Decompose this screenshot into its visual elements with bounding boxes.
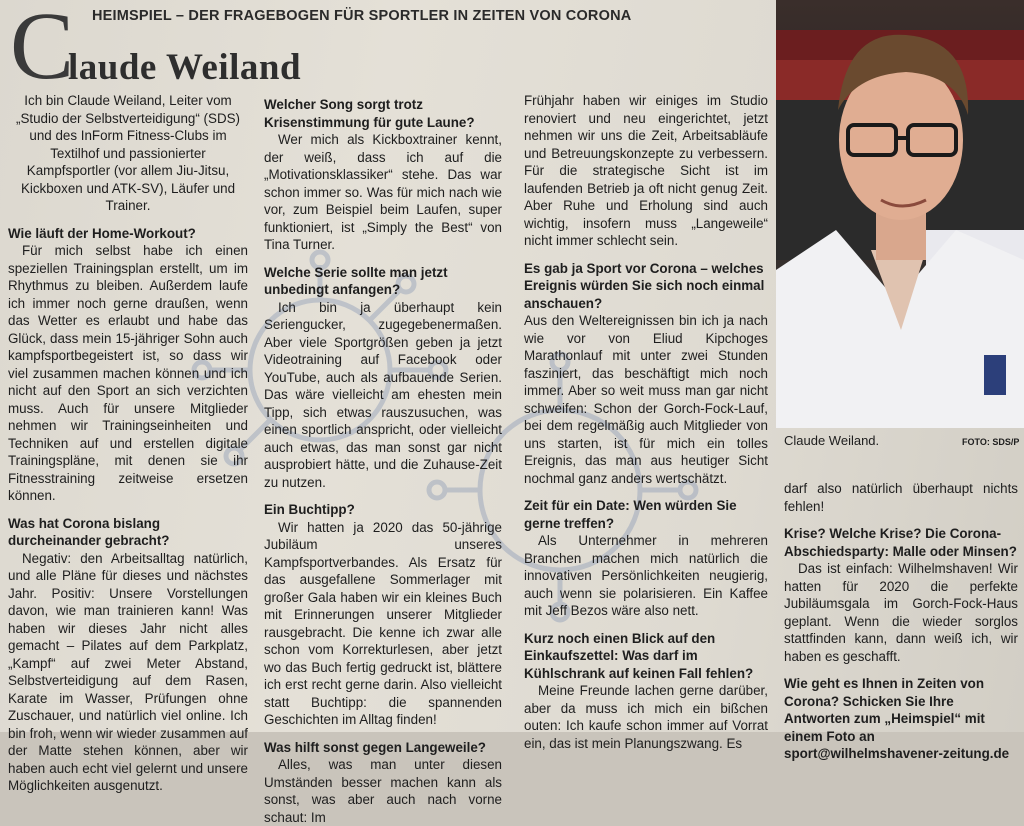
question-heading: Wie geht es Ihnen in Zeiten von Corona? Schicken Sie Ihre Antworten zum „Heimspiel“ mit einem Foto an sport@wilhelmshavener-zeitung.de	[784, 676, 1010, 761]
answer-paragraph: Aus den Weltereignissen bin ich ja nach wie vor von Eliud Kipchoges Marathonlauf mit unter zwei Stunden fasziniert, das beschäftigt mich noch immer. Aber so weit muss man gar nicht schweifen: Schon der Gorch-Fock-Lauf, bei dem regelmäßig auch Mitglieder von uns starten, ist für mich ein tolles Ereignis, das man aus heutiger Sicht nochmal ganz anders wertschätzt.	[524, 313, 768, 486]
question-heading: Wie läuft der Home-Workout?	[8, 225, 196, 241]
photo-caption: Claude Weiland.	[784, 433, 880, 448]
portrait-photo	[776, 0, 1024, 428]
headline: laude Weiland	[68, 47, 302, 88]
answer-paragraph: Das ist einfach: Wilhelmshaven! Wir hatten für 2020 die perfekte Jubiläumsgala im Gorch-Fock-Haus geplant. Wenn die wieder sorglos stattfinden kann, dann weiß ich, wir haben es geschafft.	[784, 561, 1018, 664]
answer-paragraph: darf also natürlich überhaupt nichts fehlen!	[784, 481, 1018, 514]
answer-paragraph: Ich bin Claude Weiland, Leiter vom „Studio der Selbstverteidigung“ (SDS) und des InForm Fitness-Clubs im Textilhof und passionierter Kampfsportler (vor allem Jiu-Jitsu, Kickboxen und ATK-SV), Läufer und Trainer.	[15, 93, 241, 213]
column-1	[8, 92, 248, 795]
answer-paragraph: Ich bin ja überhaupt kein Seriengucker, zugegebenermaßen. Aber viele Sportgrößen geben ja jetzt Videotraining auf Facebook oder YouTube, auch als aufbauende Serien. Das wäre vielleicht am ehesten mein Tipp, sich etwas rauszusuchen, was einen sportlich anspricht, oder vielleicht auch etwas, das man sonst gar nicht ausprobiert hätte, und die Zuhause-Zeit zu nutzen.	[264, 299, 502, 490]
question-heading: Welcher Song sorgt trotz Krisenstimmung für gute Laune?	[264, 97, 475, 130]
question-heading: Kurz noch einen Blick auf den Einkaufszettel: Was darf im Kühlschrank auf keinen Fall fehlen?	[524, 630, 754, 681]
answer-paragraph: Alles, was man unter diesen Umständen besser machen kann als sonst, was aber auch nach vorne schaut: Im	[264, 757, 502, 825]
column-2	[264, 96, 502, 826]
column-3	[524, 92, 768, 752]
drop-cap: C	[10, 0, 75, 99]
kicker-line: HEIMSPIEL – DER FRAGEBOGEN FÜR SPORTLER IN ZEITEN VON CORONA	[92, 8, 632, 24]
answer-paragraph: Meine Freunde lachen gerne darüber, aber da muss ich mich ein bißchen outen: Ich kaufe schon immer auf Vorrat ein, das ist mein Planungszwang. Es	[524, 683, 768, 751]
question-heading: Zeit für ein Date: Wen würden Sie gerne treffen?	[524, 498, 737, 531]
column-4	[784, 480, 1018, 763]
answer-paragraph: Frühjahr haben wir einiges im Studio renoviert und neu eingerichtet, jetzt nehmen wir uns die Zeit, Arbeitsabläufe und Betreuungskonzepte zu verbessern. Für die strategische Sicht ist im laufenden Betrieb ja oft nicht genug Zeit. Aber Ruhe und Erholung sind auch wichtig, insofern muss „Langeweile“ nicht immer schlecht sein.	[524, 93, 768, 248]
question-heading: Was hat Corona bislang durcheinander gebracht?	[8, 515, 170, 548]
answer-paragraph: Negativ: den Arbeitsalltag natürlich, und alle Pläne für dieses und nächstes Jahr. Positiv: Unsere Vorstellungen davon, wie man trainieren kann! Was haben wir dieses Jahr nicht alles gemacht – Pilates auf dem Parkplatz, „Kampf“ auf zwei Meter Abstand, Selbstverteidigung auf dem Rasen, Karate im Wasser, Prüfungen ohne Zuschauer, und natürlich viel online. Ich bin froh, wenn wir wieder zusammen auf der Matte stehen können, aber wir haben auch echt viel gelernt und unsere Möglichkeiten ausgenutzt.	[8, 550, 248, 793]
answer-paragraph: Wir hatten ja 2020 das 50-jährige Jubiläum unseres Kampfsportverbandes. Als Ersatz für das ausgefallene Sommerlager mit großer Gala haben wir ein kleines Buch mit Erinnerungen unserer Mitglieder rausgebracht. Die kenne ich zwar alle schon vom Korrekturlesen, aber jetzt wo das Buch fertig gedruckt ist, blättere ich erst recht gerne darin. Also vielleicht statt Buchtipp: die spannenden Geschichten im Alltag finden!	[264, 519, 502, 727]
answer-paragraph: Als Unternehmer in mehreren Branchen machen mich natürlich die innovativen Persönlichkeiten neugierig, auch wenn sie polarisieren. Ein Kaffee mit Jeff Bezos wäre also nett.	[524, 533, 768, 618]
answer-paragraph: Für mich selbst habe ich einen speziellen Trainingsplan erstellt, um im Rhythmus zu bleiben. Außerdem laufe ich immer noch gerne draußen, wenn das Wetter es erlaubt und habe das Glück, dass mein 15-jähriger Sohn auch kampfsportbegeistert ist, so dass wir viel zusammen machen können und ich nicht auf den Sport an sich verzichten muss. Auch für unsere Mitglieder nehmen wir Trainingseinheiten und Techniken auf und erstellen digitale Trainingspläne, mit denen sie ihr Fitnesstraining zeitweise ersetzen können.	[8, 243, 248, 503]
photo-credit: FOTO: SDS/P	[962, 437, 1020, 447]
question-heading: Was hilft sonst gegen Langeweile?	[264, 739, 486, 755]
question-heading: Welche Serie sollte man jetzt unbedingt anfangen?	[264, 264, 448, 297]
question-heading: Es gab ja Sport vor Corona – welches Ereignis würden Sie sich noch einmal anschauen?	[524, 260, 765, 311]
question-heading: Krise? Welche Krise? Die Corona-Abschiedsparty: Malle oder Minsen?	[784, 526, 1017, 559]
answer-paragraph: Wer mich als Kickboxtrainer kennt, der weiß, dass ich auf die „Motivationsklassiker“ stehe. Das war schon immer so. Was für mich nach wie vor, zum Beispiel beim Laufen, super funktioniert, ist „Simply the Best“ von Tina Turner.	[264, 132, 502, 252]
question-heading: Ein Buchtipp?	[264, 502, 355, 517]
